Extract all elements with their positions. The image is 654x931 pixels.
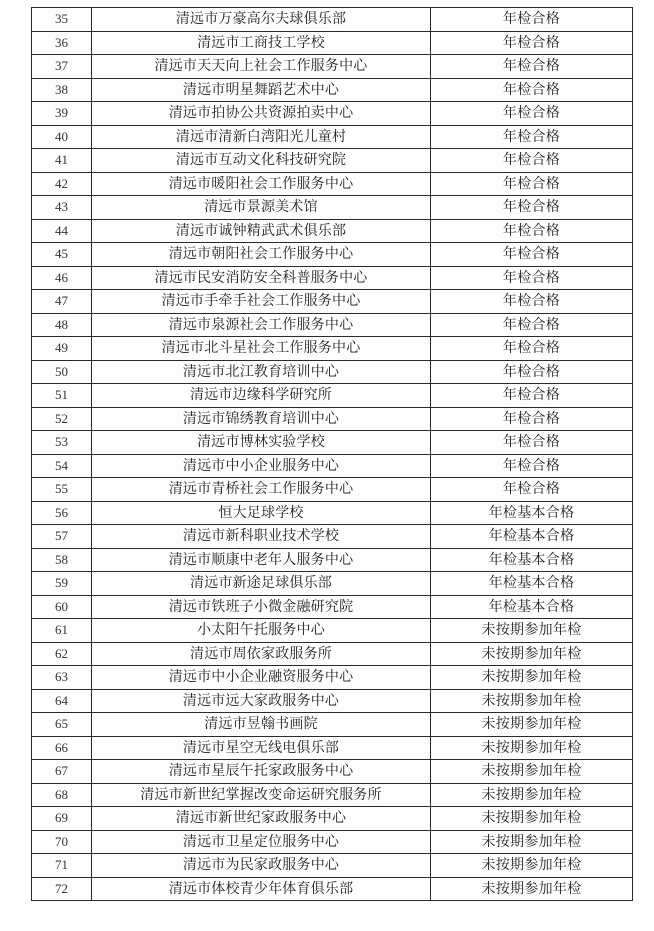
inspection-status-cell: 年检合格	[431, 196, 633, 220]
organization-name-cell: 恒大足球学校	[92, 501, 431, 525]
inspection-status-cell: 年检合格	[431, 8, 633, 32]
table-row	[32, 713, 633, 737]
table-row	[32, 243, 633, 267]
inspection-status-cell: 年检基本合格	[431, 572, 633, 596]
table-row	[32, 149, 633, 173]
table-row	[32, 360, 633, 384]
row-number-cell: 57	[32, 525, 92, 549]
organization-name-cell: 清远市铁班子小微金融研究院	[92, 595, 431, 619]
inspection-status-cell: 年检基本合格	[431, 548, 633, 572]
table-row	[32, 854, 633, 878]
row-number-cell: 67	[32, 760, 92, 784]
row-number-cell: 60	[32, 595, 92, 619]
row-number-cell: 35	[32, 8, 92, 32]
organization-name-cell: 清远市博林实验学校	[92, 431, 431, 455]
row-number-cell: 48	[32, 313, 92, 337]
inspection-status-cell: 未按期参加年检	[431, 783, 633, 807]
table-row	[32, 266, 633, 290]
row-number-cell: 64	[32, 689, 92, 713]
organization-name-cell: 清远市周依家政服务所	[92, 642, 431, 666]
organization-name-cell: 清远市昱翰书画院	[92, 713, 431, 737]
inspection-status-cell: 年检合格	[431, 149, 633, 173]
table-row	[32, 548, 633, 572]
organization-name-cell: 清远市万豪高尔夫球俱乐部	[92, 8, 431, 32]
organization-name-cell: 清远市暖阳社会工作服务中心	[92, 172, 431, 196]
organization-name-cell: 清远市拍协公共资源拍卖中心	[92, 102, 431, 126]
organization-name-cell: 清远市工商技工学校	[92, 31, 431, 55]
organization-name-cell: 清远市手牵手社会工作服务中心	[92, 290, 431, 314]
inspection-status-cell: 年检合格	[431, 384, 633, 408]
organization-name-cell: 清远市星空无线电俱乐部	[92, 736, 431, 760]
table-row	[32, 384, 633, 408]
inspection-status-cell: 年检合格	[431, 125, 633, 149]
organization-name-cell: 清远市中小企业服务中心	[92, 454, 431, 478]
row-number-cell: 55	[32, 478, 92, 502]
table-row	[32, 642, 633, 666]
table-row	[32, 501, 633, 525]
table-row	[32, 431, 633, 455]
inspection-status-cell: 未按期参加年检	[431, 760, 633, 784]
row-number-cell: 50	[32, 360, 92, 384]
inspection-status-cell: 年检合格	[431, 360, 633, 384]
organization-name-cell: 清远市中小企业融资服务中心	[92, 666, 431, 690]
table-row	[32, 595, 633, 619]
organization-name-cell: 清远市远大家政服务中心	[92, 689, 431, 713]
inspection-status-cell: 年检合格	[431, 219, 633, 243]
table-row	[32, 55, 633, 79]
row-number-cell: 44	[32, 219, 92, 243]
inspection-status-cell: 年检合格	[431, 337, 633, 361]
row-number-cell: 43	[32, 196, 92, 220]
table-row	[32, 525, 633, 549]
row-number-cell: 47	[32, 290, 92, 314]
row-number-cell: 46	[32, 266, 92, 290]
row-number-cell: 53	[32, 431, 92, 455]
organization-name-cell: 清远市泉源社会工作服务中心	[92, 313, 431, 337]
inspection-status-cell: 未按期参加年检	[431, 666, 633, 690]
row-number-cell: 42	[32, 172, 92, 196]
row-number-cell: 58	[32, 548, 92, 572]
organization-name-cell: 清远市新途足球俱乐部	[92, 572, 431, 596]
organization-name-cell: 清远市明星舞蹈艺术中心	[92, 78, 431, 102]
row-number-cell: 51	[32, 384, 92, 408]
organization-name-cell: 清远市民安消防安全科普服务中心	[92, 266, 431, 290]
table-row	[32, 407, 633, 431]
row-number-cell: 40	[32, 125, 92, 149]
organization-name-cell: 清远市体校青少年体育俱乐部	[92, 877, 431, 901]
row-number-cell: 62	[32, 642, 92, 666]
row-number-cell: 52	[32, 407, 92, 431]
row-number-cell: 56	[32, 501, 92, 525]
organization-name-cell: 清远市锦绣教育培训中心	[92, 407, 431, 431]
row-number-cell: 49	[32, 337, 92, 361]
inspection-status-cell: 年检合格	[431, 431, 633, 455]
row-number-cell: 54	[32, 454, 92, 478]
organization-name-cell: 清远市顺康中老年人服务中心	[92, 548, 431, 572]
organization-name-cell: 清远市新世纪家政服务中心	[92, 807, 431, 831]
organization-name-cell: 清远市为民家政服务中心	[92, 854, 431, 878]
table-row	[32, 125, 633, 149]
inspection-status-cell: 未按期参加年检	[431, 854, 633, 878]
table-row	[32, 313, 633, 337]
organization-name-cell: 清远市新世纪掌握改变命运研究服务所	[92, 783, 431, 807]
row-number-cell: 61	[32, 619, 92, 643]
organization-name-cell: 清远市景源美术馆	[92, 196, 431, 220]
table-row	[32, 78, 633, 102]
inspection-status-cell: 未按期参加年检	[431, 642, 633, 666]
row-number-cell: 66	[32, 736, 92, 760]
organization-name-cell: 清远市新科职业技术学校	[92, 525, 431, 549]
row-number-cell: 39	[32, 102, 92, 126]
table-row	[32, 807, 633, 831]
inspection-status-cell: 未按期参加年检	[431, 619, 633, 643]
inspection-status-cell: 年检合格	[431, 102, 633, 126]
table-row	[32, 454, 633, 478]
inspection-status-cell: 年检基本合格	[431, 501, 633, 525]
table-row	[32, 31, 633, 55]
organization-name-cell: 清远市清新白湾阳光儿童村	[92, 125, 431, 149]
inspection-status-cell: 未按期参加年检	[431, 830, 633, 854]
organization-name-cell: 清远市北江教育培训中心	[92, 360, 431, 384]
inspection-status-cell: 年检合格	[431, 313, 633, 337]
row-number-cell: 69	[32, 807, 92, 831]
organization-name-cell: 清远市星辰午托家政服务中心	[92, 760, 431, 784]
inspection-status-cell: 年检合格	[431, 172, 633, 196]
inspection-status-cell: 未按期参加年检	[431, 689, 633, 713]
inspection-status-cell: 年检合格	[431, 407, 633, 431]
organization-name-cell: 清远市边缘科学研究所	[92, 384, 431, 408]
inspection-status-cell: 未按期参加年检	[431, 877, 633, 901]
table-row	[32, 619, 633, 643]
table-body	[32, 8, 633, 901]
table-row	[32, 8, 633, 32]
inspection-status-cell: 年检基本合格	[431, 595, 633, 619]
organization-name-cell: 清远市青桥社会工作服务中心	[92, 478, 431, 502]
organization-name-cell: 清远市卫星定位服务中心	[92, 830, 431, 854]
organization-name-cell: 清远市互动文化科技研究院	[92, 149, 431, 173]
row-number-cell: 59	[32, 572, 92, 596]
table-row	[32, 760, 633, 784]
row-number-cell: 63	[32, 666, 92, 690]
table-row	[32, 736, 633, 760]
row-number-cell: 68	[32, 783, 92, 807]
row-number-cell: 65	[32, 713, 92, 737]
organization-name-cell: 清远市北斗星社会工作服务中心	[92, 337, 431, 361]
organization-name-cell: 清远市天天向上社会工作服务中心	[92, 55, 431, 79]
table-row	[32, 172, 633, 196]
table-row	[32, 830, 633, 854]
table-row	[32, 478, 633, 502]
inspection-status-cell: 未按期参加年检	[431, 807, 633, 831]
row-number-cell: 70	[32, 830, 92, 854]
table-row	[32, 337, 633, 361]
inspection-status-cell: 年检合格	[431, 266, 633, 290]
inspection-status-cell: 年检合格	[431, 478, 633, 502]
table-row	[32, 877, 633, 901]
inspection-status-cell: 年检合格	[431, 454, 633, 478]
inspection-status-cell: 年检合格	[431, 31, 633, 55]
row-number-cell: 41	[32, 149, 92, 173]
row-number-cell: 38	[32, 78, 92, 102]
table-row	[32, 572, 633, 596]
inspection-status-cell: 年检合格	[431, 243, 633, 267]
table-row	[32, 666, 633, 690]
organization-inspection-table	[31, 7, 633, 901]
row-number-cell: 45	[32, 243, 92, 267]
row-number-cell: 36	[32, 31, 92, 55]
row-number-cell: 37	[32, 55, 92, 79]
table-row	[32, 689, 633, 713]
row-number-cell: 72	[32, 877, 92, 901]
inspection-status-cell: 年检合格	[431, 55, 633, 79]
row-number-cell: 71	[32, 854, 92, 878]
organization-name-cell: 小太阳午托服务中心	[92, 619, 431, 643]
inspection-status-cell: 年检合格	[431, 290, 633, 314]
table-row	[32, 783, 633, 807]
table-row	[32, 290, 633, 314]
table-row	[32, 219, 633, 243]
inspection-status-cell: 年检基本合格	[431, 525, 633, 549]
table-row	[32, 102, 633, 126]
organization-name-cell: 清远市朝阳社会工作服务中心	[92, 243, 431, 267]
organization-name-cell: 清远市诚钟精武武术俱乐部	[92, 219, 431, 243]
inspection-status-cell: 未按期参加年检	[431, 713, 633, 737]
inspection-status-cell: 年检合格	[431, 78, 633, 102]
table-row	[32, 196, 633, 220]
inspection-status-cell: 未按期参加年检	[431, 736, 633, 760]
